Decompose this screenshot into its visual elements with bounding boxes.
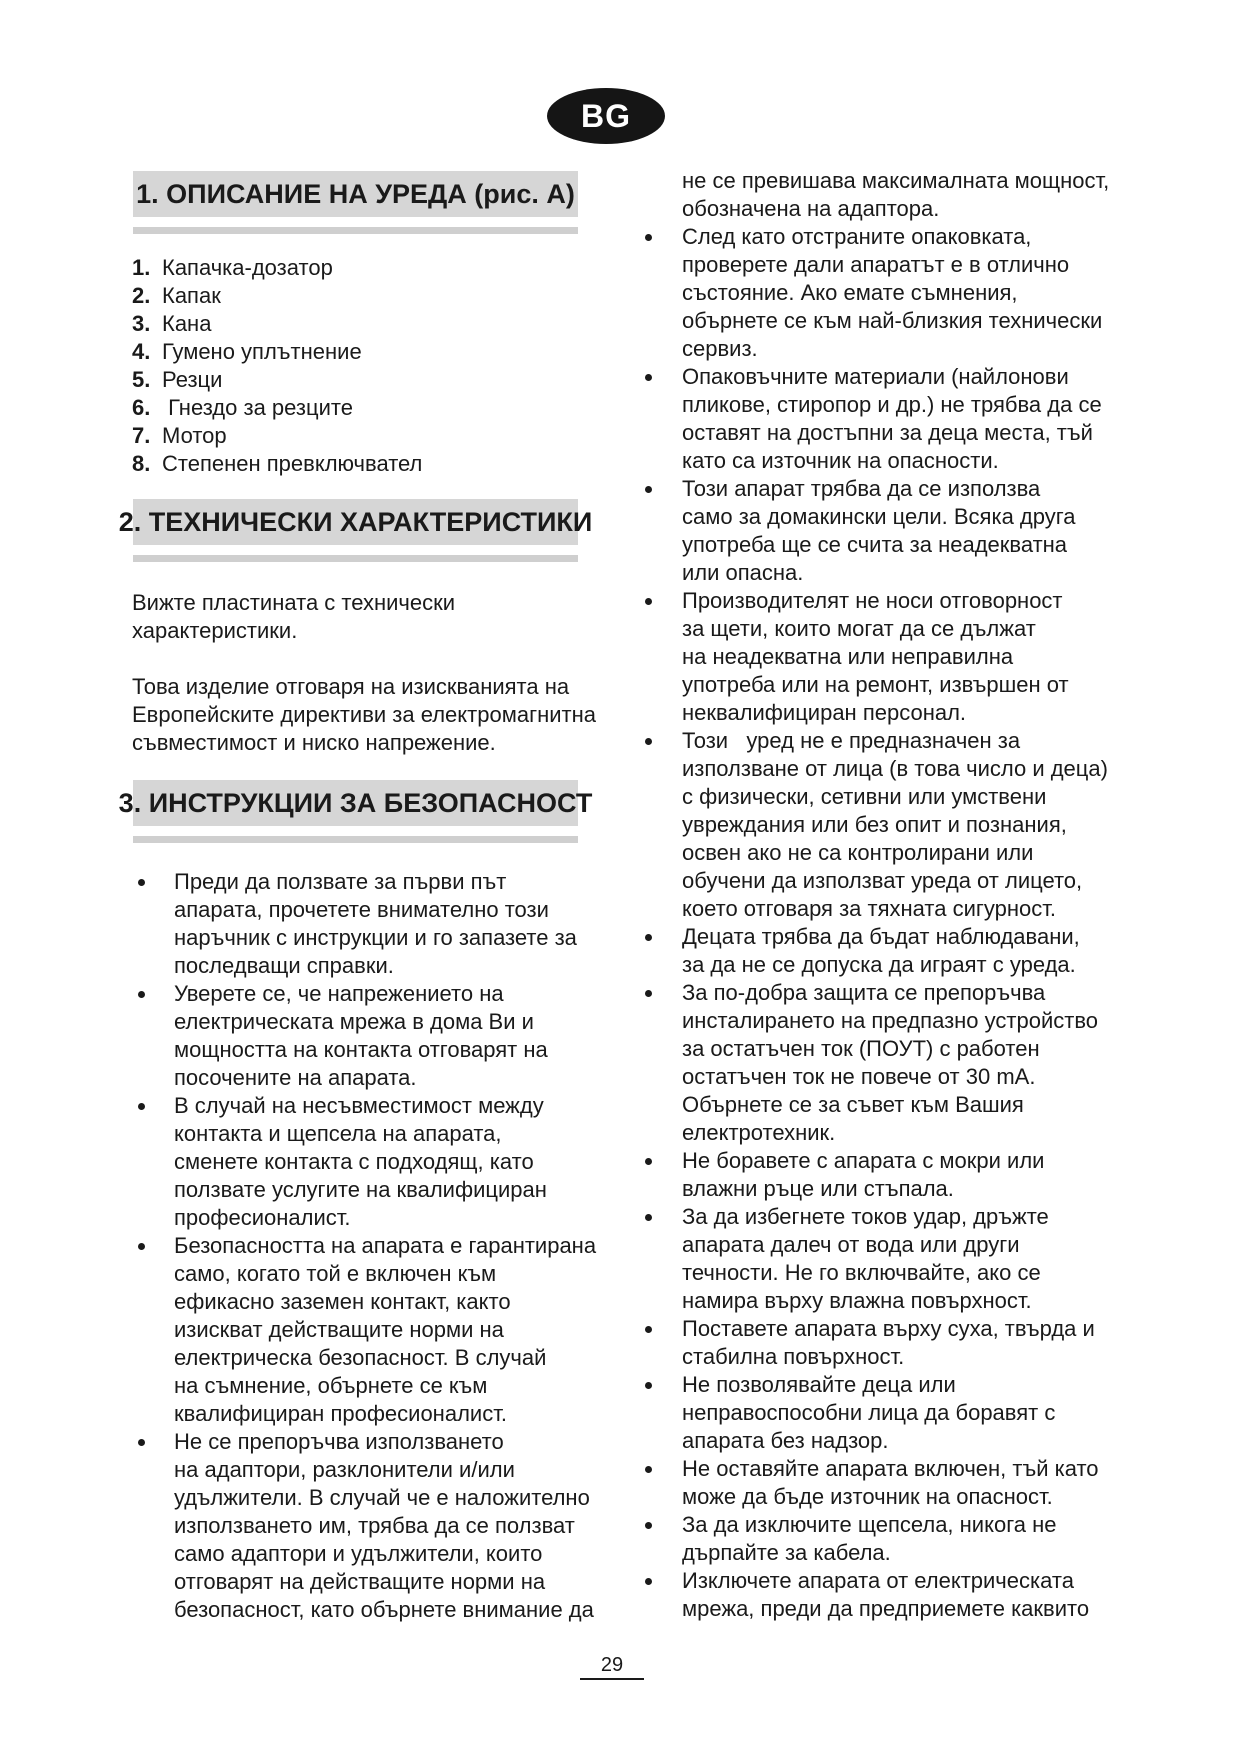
bullet-line: неправоспособни лица да боравят с	[682, 1400, 1056, 1425]
item-label: Кана	[162, 311, 212, 336]
language-badge: BG	[547, 88, 665, 144]
bullet-line: използването им, трябва да се ползват	[174, 1513, 575, 1538]
bullet-line: оставят на достъпни за деца места, тъй	[682, 420, 1093, 445]
page-number: 29	[580, 1652, 644, 1680]
text-line: не се превишава максималната мощност,	[682, 168, 1110, 193]
bullet-line: пликове, стиропор и др.) не трябва да се	[682, 392, 1102, 417]
bullet-dot-icon	[138, 991, 145, 998]
bullet-line: електротехник.	[682, 1120, 836, 1145]
safety-list-right	[682, 223, 1108, 1623]
bullet-line: електрическата мрежа в дома Ви и	[174, 1009, 534, 1034]
bullet-dot-icon	[645, 1466, 652, 1473]
bullet-line: само адаптори и удължители, които	[174, 1541, 543, 1566]
text-line: характеристики.	[132, 618, 298, 643]
bullet-line: отговарят на действащите норми на	[174, 1569, 546, 1594]
safety-bullet	[174, 980, 596, 1092]
safety-bullet	[682, 223, 1108, 363]
bullet-line: мощността на контакта отговарят на	[174, 1037, 548, 1062]
bullet-line: като са източник на опасности.	[682, 448, 999, 473]
parts-list-item	[132, 450, 422, 478]
bullet-line: само, когато той е включен към	[174, 1261, 497, 1286]
parts-list-item	[132, 254, 422, 282]
bullet-line: стабилна повърхност.	[682, 1344, 905, 1369]
parts-list-item	[132, 394, 422, 422]
safety-bullet	[682, 1147, 1108, 1203]
safety-bullet	[682, 1371, 1108, 1455]
bullet-line: употреба ще се счита за неадекватна	[682, 532, 1068, 557]
bullet-line: Безопасността на апарата е гарантирана	[174, 1233, 597, 1258]
bullet-line: последващи справки.	[174, 953, 394, 978]
bullet-dot-icon	[645, 1158, 652, 1165]
bullet-line: Не боравете с апарата с мокри или	[682, 1148, 1045, 1173]
bullet-line: В случай на несъвместимост между	[174, 1093, 544, 1118]
bullet-dot-icon	[645, 374, 652, 381]
bullet-line: посочените на апарата.	[174, 1065, 417, 1090]
section-3-header	[118, 780, 593, 843]
bullet-line: апарата, прочетете внимателно този	[174, 897, 549, 922]
bullet-line: обърнете се към най-близкия технически	[682, 308, 1103, 333]
bullet-dot-icon	[138, 879, 145, 886]
bullet-line: Децата трябва да бъдат наблюдавани,	[682, 924, 1080, 949]
bullet-line: Изключете апарата от електрическата	[682, 1568, 1074, 1593]
bullet-line: Преди да ползвате за първи път	[174, 869, 507, 894]
bullet-line: използване от лица (в това число и деца)	[682, 756, 1108, 781]
parts-list-item	[132, 282, 422, 310]
bullet-line: на адаптори, разклонители и/или	[174, 1457, 515, 1482]
item-number: 7.	[132, 423, 151, 448]
parts-list	[132, 254, 422, 478]
bullet-dot-icon	[138, 1243, 145, 1250]
text-line: Вижте пластината с технически	[132, 590, 456, 615]
bullet-line: Не позволявайте деца или	[682, 1372, 956, 1397]
bullet-line: употреба или на ремонт, извършен от	[682, 672, 1069, 697]
bullet-line: намира върху влажна повърхност.	[682, 1288, 1032, 1313]
bullet-line: с физически, сетивни или умствени	[682, 784, 1047, 809]
section-divider	[133, 836, 578, 843]
bullet-line: освен ако не са контролирани или	[682, 840, 1034, 865]
bullet-line: неквалифициран персонал.	[682, 700, 967, 725]
bullet-line: професионалист.	[174, 1205, 351, 1230]
bullet-dot-icon	[645, 738, 652, 745]
item-number: 5.	[132, 367, 151, 392]
bullet-dot-icon	[645, 934, 652, 941]
item-label: Мотор	[162, 423, 227, 448]
item-label: Степенен превключвател	[162, 451, 423, 476]
bullet-line: След като отстраните опаковката,	[682, 224, 1032, 249]
bullet-line: безопасност, като обърнете внимание да	[174, 1597, 594, 1622]
section-divider	[133, 227, 578, 234]
bullet-line: влажни ръце или стъпала.	[682, 1176, 954, 1201]
bullet-line: ползвате услугите на квалифициран	[174, 1177, 547, 1202]
safety-bullet	[682, 1315, 1108, 1371]
item-number: 2.	[132, 283, 151, 308]
bullet-line: мрежа, преди да предприемете каквито	[682, 1596, 1090, 1621]
safety-bullet	[682, 1567, 1108, 1623]
text-line: Това изделие отговаря на изискванията на	[132, 674, 570, 699]
bullet-dot-icon	[138, 1103, 145, 1110]
bullet-line: ефикасно заземен контакт, както	[174, 1289, 511, 1314]
bullet-line: За по-добра защита се препоръчва	[682, 980, 1046, 1005]
bullet-dot-icon	[645, 990, 652, 997]
item-number: 4.	[132, 339, 151, 364]
bullet-line: квалифициран професионалист.	[174, 1401, 507, 1426]
parts-list-item	[132, 366, 422, 394]
text-line: Европейските директиви за електромагнитна	[132, 702, 596, 727]
text-line: съвместимост и ниско напрежение.	[132, 730, 496, 755]
bullet-line: За да избегнете токов удар, дръжте	[682, 1204, 1049, 1229]
bullet-line: на неадекватна или неправилна	[682, 644, 1014, 669]
section-1-title: 1. ОПИСАНИЕ НА УРЕДА (рис. А)	[136, 178, 575, 209]
safety-bullet	[682, 587, 1108, 727]
item-label: Гнездо за резците	[162, 395, 353, 420]
bullet-line: изискват действащите норми на	[174, 1317, 504, 1342]
bullet-line: електрическа безопасност. В случай	[174, 1345, 547, 1370]
item-number: 8.	[132, 451, 151, 476]
item-label: Капак	[162, 283, 221, 308]
bullet-line: Не оставяйте апарата включен, тъй като	[682, 1456, 1099, 1481]
bullet-line: апарата далеч от вода или други	[682, 1232, 1020, 1257]
item-label: Гумено уплътнение	[162, 339, 362, 364]
item-number: 6.	[132, 395, 151, 420]
bullet-dot-icon	[645, 486, 652, 493]
section-2-title: 2. ТЕХНИЧЕСКИ ХАРАКТЕРИСТИКИ	[118, 506, 593, 537]
bullet-line: Уверете се, че напрежението на	[174, 981, 504, 1006]
bullet-dot-icon	[645, 1214, 652, 1221]
bullet-line: обучени да използват уреда от лицето,	[682, 868, 1083, 893]
section-2-header	[118, 499, 593, 562]
bullet-line: увреждания или без опит и познания,	[682, 812, 1067, 837]
bullet-line: За да изключите щепсела, никога не	[682, 1512, 1057, 1537]
bullet-line: дърпайте за кабела.	[682, 1540, 891, 1565]
safety-bullet	[682, 1455, 1108, 1511]
safety-bullet	[682, 363, 1108, 475]
parts-list-item	[132, 338, 422, 366]
item-label: Капачка-дозатор	[162, 255, 333, 280]
bullet-line: остатъчен ток не повече от 30 mA.	[682, 1064, 1036, 1089]
safety-bullet	[682, 1511, 1108, 1567]
safety-bullet	[174, 1092, 596, 1232]
item-label: Резци	[162, 367, 223, 392]
parts-list-item	[132, 310, 422, 338]
bullet-line: може да бъде източник на опасност.	[682, 1484, 1053, 1509]
bullet-line: което отговаря за тяхната сигурност.	[682, 896, 1057, 921]
bullet-line: Не се препоръчва използването	[174, 1429, 504, 1454]
bullet-line: течности. Не го включвайте, ако се	[682, 1260, 1041, 1285]
bullet-line: Обърнете се за съвет към Вашия	[682, 1092, 1024, 1117]
tech-specs-paragraph	[132, 589, 455, 645]
bullet-line: проверете дали апаратът е в отлично	[682, 252, 1070, 277]
bullet-line: инсталирането на предпазно устройство	[682, 1008, 1098, 1033]
bullet-dot-icon	[645, 1382, 652, 1389]
bullet-line: Производителят не носи отговорност	[682, 588, 1063, 613]
safety-bullet	[682, 923, 1108, 979]
bullet-line: сервиз.	[682, 336, 758, 361]
bullet-line: състояние. Ако емате съмнения,	[682, 280, 1018, 305]
bullet-dot-icon	[645, 598, 652, 605]
right-continuation	[682, 167, 1109, 223]
safety-bullet	[682, 1203, 1108, 1315]
bullet-dot-icon	[645, 1578, 652, 1585]
safety-bullet	[682, 475, 1108, 587]
safety-bullet	[174, 1428, 596, 1624]
bullet-dot-icon	[645, 1326, 652, 1333]
safety-bullet	[174, 1232, 596, 1428]
parts-list-item	[132, 422, 422, 450]
bullet-dot-icon	[645, 1522, 652, 1529]
safety-bullet	[174, 868, 596, 980]
bullet-line: за щети, които могат да се дължат	[682, 616, 1036, 641]
bullet-line: удължители. В случай че е наложително	[174, 1485, 590, 1510]
section-1-header	[133, 171, 578, 234]
bullet-line: за да не се допуска да играят с уреда.	[682, 952, 1076, 977]
bullet-line: или опасна.	[682, 560, 804, 585]
bullet-line: Опаковъчните материали (найлонови	[682, 364, 1069, 389]
section-3-title: 3. ИНСТРУКЦИИ ЗА БЕЗОПАСНОСТ	[118, 787, 593, 818]
section-divider	[133, 555, 578, 562]
bullet-line: апарата без надзор.	[682, 1428, 889, 1453]
text-line: обозначена на адаптора.	[682, 196, 940, 221]
bullet-line: контакта и щепсела на апарата,	[174, 1121, 502, 1146]
compliance-paragraph	[132, 673, 596, 757]
bullet-line: Този апарат трябва да се използва	[682, 476, 1041, 501]
safety-list-left	[174, 868, 596, 1624]
bullet-line: Поставете апарата върху суха, твърда и	[682, 1316, 1095, 1341]
safety-bullet	[682, 979, 1108, 1147]
bullet-line: сменете контакта с подходящ, като	[174, 1149, 534, 1174]
bullet-line: само за домакински цели. Всяка друга	[682, 504, 1076, 529]
bullet-dot-icon	[645, 234, 652, 241]
safety-bullet	[682, 727, 1108, 923]
bullet-line: Този уред не е предназначен за	[682, 728, 1021, 753]
bullet-line: на съмнение, обърнете се към	[174, 1373, 488, 1398]
bullet-line: за остатъчен ток (ПОУТ) с работен	[682, 1036, 1040, 1061]
bullet-line: наръчник с инструкции и го запазете за	[174, 925, 577, 950]
item-number: 1.	[132, 255, 151, 280]
bullet-dot-icon	[138, 1439, 145, 1446]
item-number: 3.	[132, 311, 151, 336]
